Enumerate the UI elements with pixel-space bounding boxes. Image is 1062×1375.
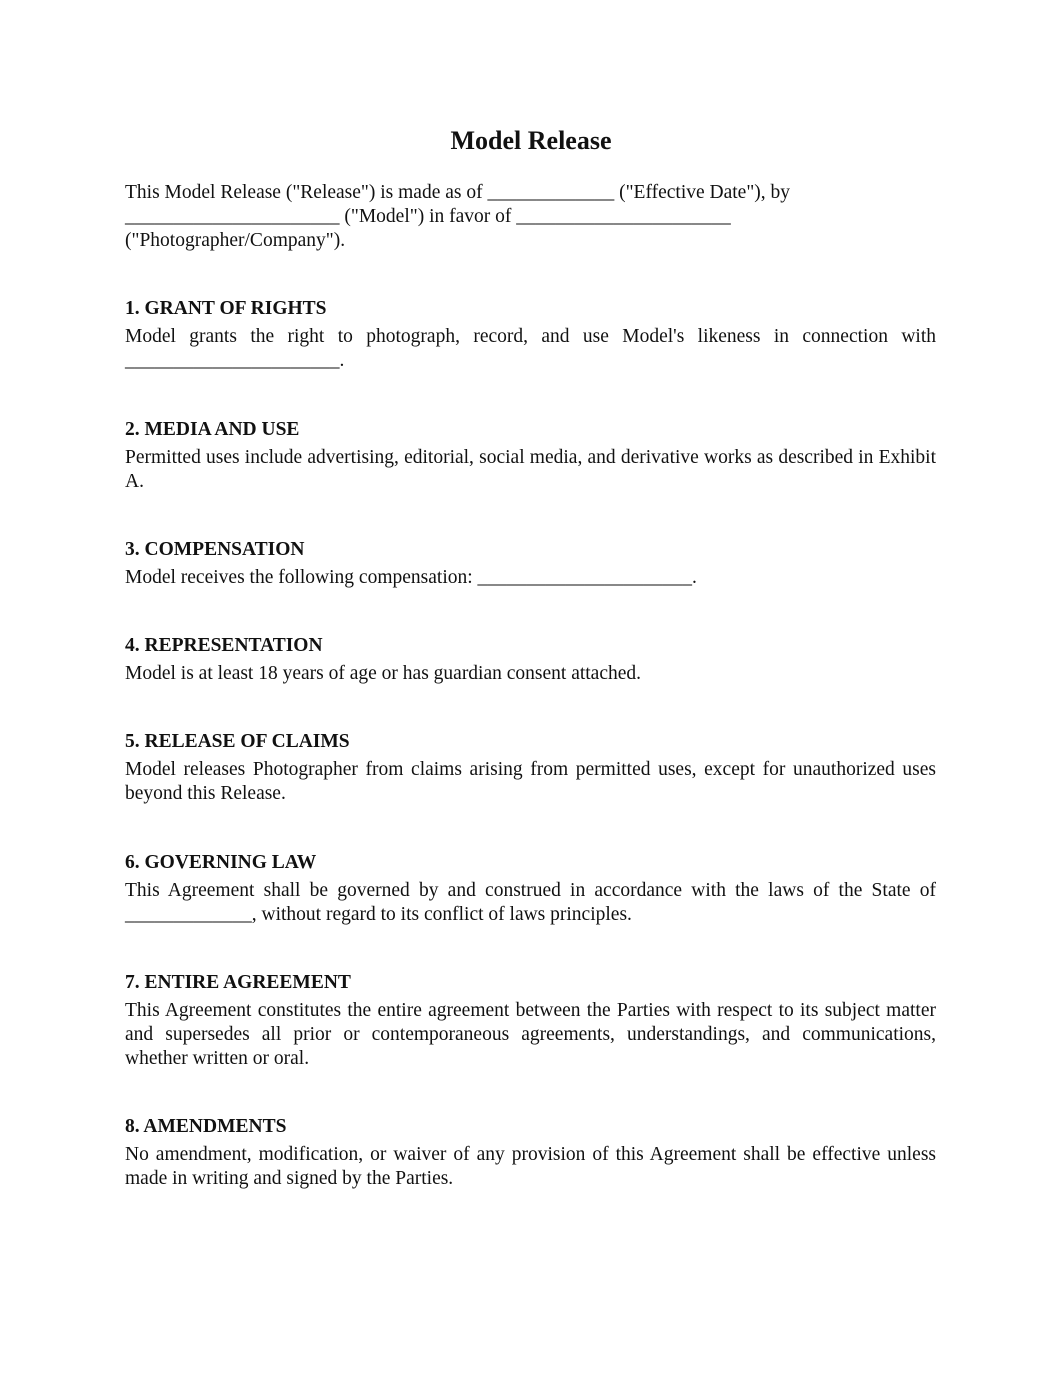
section-body: No amendment, modification, or waiver of any provision of this Agreement shall be effective unless made in writing and signed by the Parties. [125,1144,936,1189]
section-grant-of-rights [125,297,936,373]
section-compensation [125,538,936,590]
document-title: Model Release [450,126,612,155]
section-heading: 4. REPRESENTATION [125,635,323,656]
section-body: Model is at least 18 years of age or has guardian consent attached. [125,663,642,684]
intro-line: ("Photographer/Company"). [125,230,346,251]
section-heading: 8. AMENDMENTS [125,1116,287,1137]
section-body: Model releases Photographer from claims arising from permitted uses, except for unauthorized uses beyond this Release. [125,759,936,804]
intro-line: ______________________ ("Model") in favor of ______________________ [125,206,731,227]
section-body: This Agreement shall be governed by and construed in accordance with the laws of the State of _____________, without regard to its conflict of laws principles. [125,880,936,925]
intro-text [125,181,936,253]
section-heading: 6. GOVERNING LAW [125,852,317,873]
section-representation [125,634,936,686]
section-body: Model grants the right to photograph, record, and use Model's likeness in connection with ______________________. [125,326,936,371]
section-body: This Agreement constitutes the entire agreement between the Parties with respect to its subject matter and supersedes all prior or contemporaneous agreements, understandings, and communications, whether written or oral. [125,1000,936,1069]
section-release-of-claims [125,730,936,806]
section-heading: 7. ENTIRE AGREEMENT [125,972,351,993]
section-media-and-use [125,418,936,494]
section-governing-law [125,851,936,927]
section-entire-agreement [125,971,936,1071]
section-amendments [125,1115,936,1191]
section-heading: 3. COMPENSATION [125,539,305,560]
section-heading: 1. GRANT OF RIGHTS [125,298,327,319]
section-heading: 5. RELEASE OF CLAIMS [125,731,350,752]
intro-paragraph [125,181,936,253]
section-body: Permitted uses include advertising, editorial, social media, and derivative works as described in Exhibit A. [125,447,936,492]
section-heading: 2. MEDIA AND USE [125,419,300,440]
section-body: Model receives the following compensation: ______________________. [125,567,697,588]
intro-line: This Model Release ("Release") is made as of _____________ ("Effective Date"), by [125,182,791,203]
